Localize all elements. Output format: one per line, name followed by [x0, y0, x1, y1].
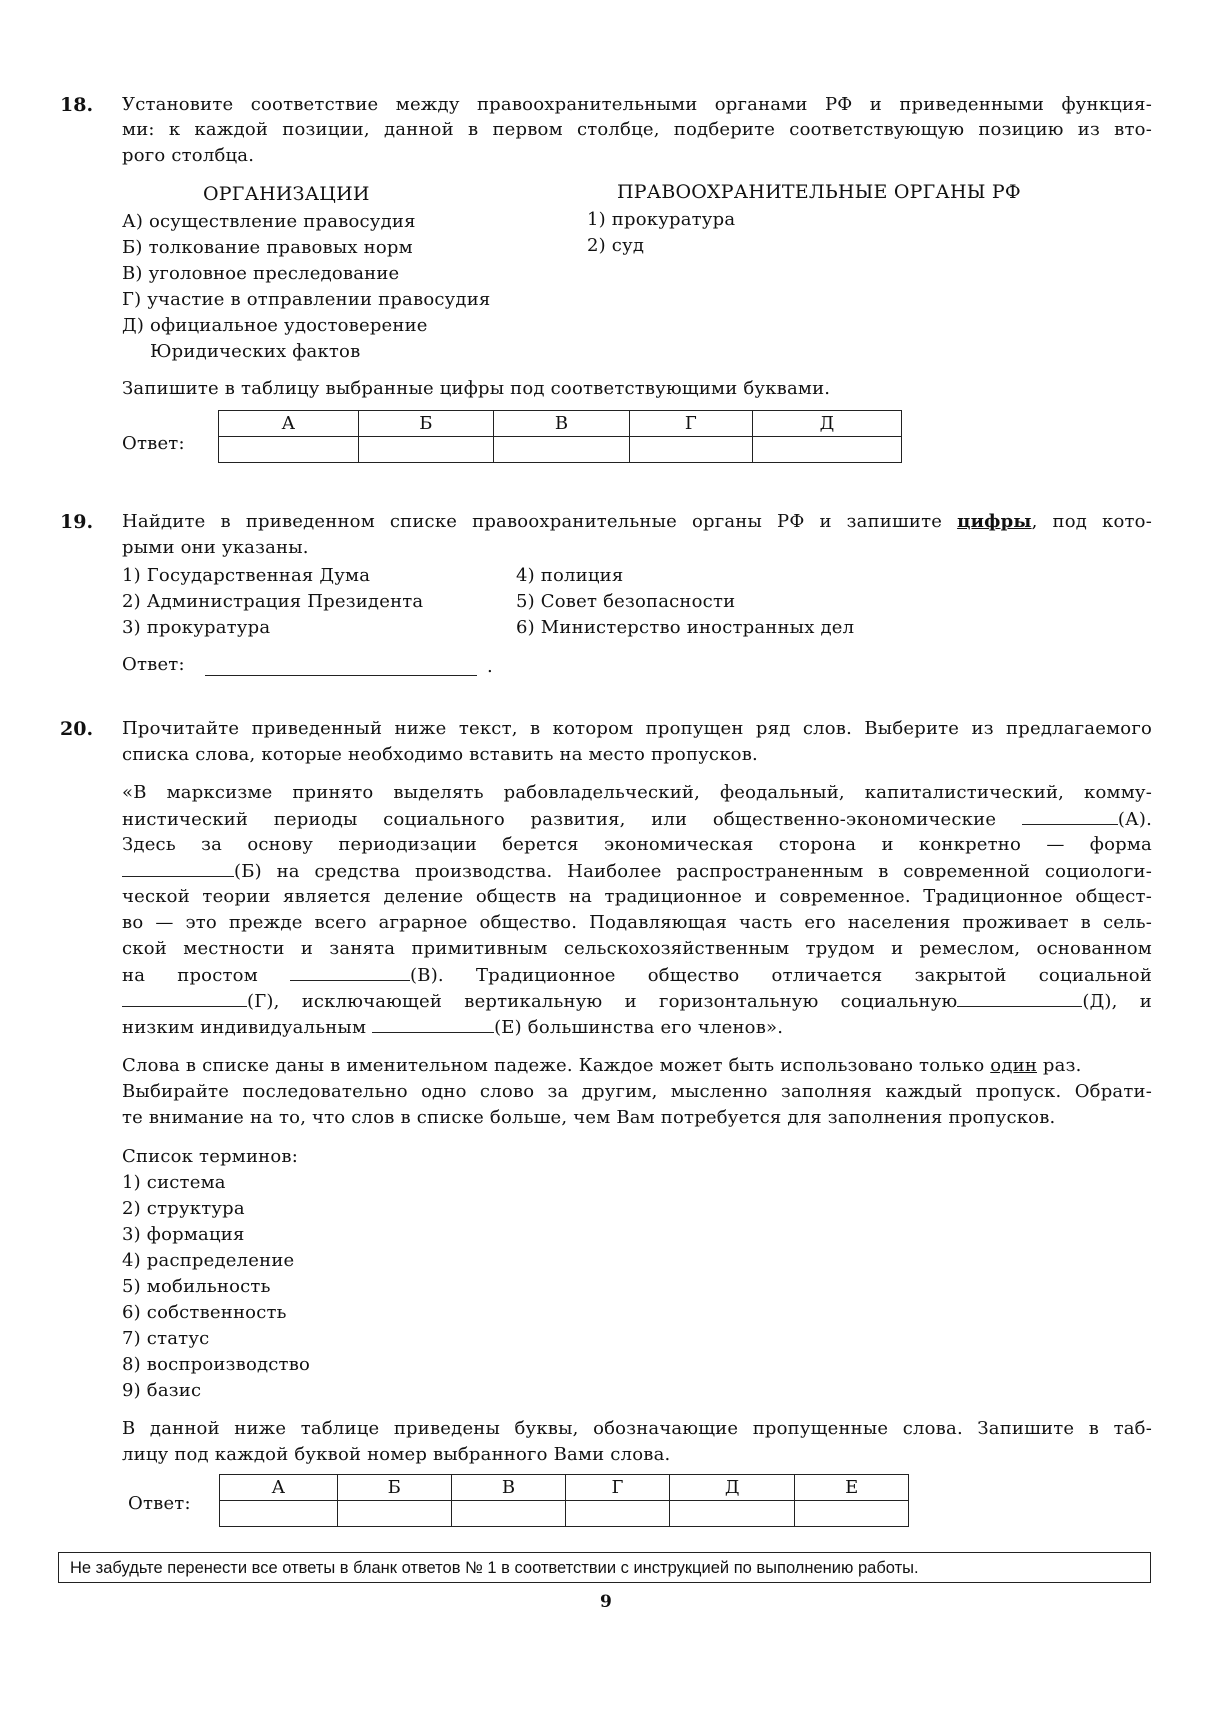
q18-instruction: Запишите в таблицу выбранные цифры под соответствующими буквами. — [122, 378, 831, 399]
q18-answer-cell[interactable] — [219, 437, 359, 463]
q20-rules-line — [122, 1055, 1082, 1076]
q20-passage-line — [122, 964, 1152, 986]
q20-passage-line: «В марксизме принято выделять рабовладельческий, феодальный, капиталистический, комму- — [122, 782, 1152, 803]
q20-table-instruction: лицу под каждой буквой номер выбранного Вами слова. — [122, 1444, 671, 1465]
terms-title: Список терминов: — [122, 1146, 299, 1167]
term-item: 3) формация — [122, 1224, 245, 1245]
question-18-number: 18. — [60, 94, 94, 116]
q20-passage-line — [122, 990, 1152, 1012]
q19-left-item: 3) прокуратура — [122, 617, 271, 638]
q20-header-cell: Д — [669, 1475, 795, 1501]
footer-notice: Не забудьте перенести все ответы в бланк ответов № 1 в соответствии с инструкцией по выполнению работы. — [58, 1552, 1151, 1583]
q20-header-cell: Е — [795, 1475, 909, 1501]
q18-left-item: Б) толкование правовых норм — [122, 237, 413, 258]
q19-text-part: , под кото- — [1031, 511, 1152, 532]
q20-passage-text: на простом — [122, 965, 258, 986]
q20-passage-line — [122, 860, 1152, 882]
q20-answer-cell[interactable] — [451, 1501, 565, 1527]
q20-answer-cell[interactable] — [337, 1501, 451, 1527]
q20-passage-text: (Г), исключающей вертикальную и горизонтальную социальную — [247, 991, 958, 1012]
q20-passage-line: ской местности и занята примитивным сельскохозяйственным трудом и ремеслом, основанном — [122, 938, 1152, 959]
q20-passage-line — [122, 808, 1152, 830]
q18-answer-table — [218, 410, 902, 463]
q18-answer-label: Ответ: — [122, 433, 185, 454]
term-item: 1) система — [122, 1172, 226, 1193]
term-item: 5) мобильность — [122, 1276, 271, 1297]
q19-text-part: Найдите в приведенном списке правоохранительные органы РФ и запишите — [122, 511, 958, 532]
blank-e[interactable] — [372, 1016, 494, 1033]
q18-answer-cell[interactable] — [629, 437, 752, 463]
blank-b[interactable] — [122, 860, 234, 877]
q18-left-item: А) осуществление правосудия — [122, 211, 416, 232]
q19-answer-field[interactable] — [205, 659, 477, 676]
q20-passage-text: (А). — [1117, 809, 1153, 830]
q18-left-item: В) уголовное преследование — [122, 263, 400, 284]
question-19-number: 19. — [60, 511, 94, 533]
blank-d[interactable] — [957, 990, 1082, 1007]
question-18-text-line: Установите соответствие между правоохранительными органами РФ и приведенными функция- — [122, 94, 1152, 115]
q20-rules-line: Выбирайте последовательно одно слово за другим, мысленно заполняя каждый пропуск. Обрати- — [122, 1081, 1152, 1102]
q18-header-cell: Б — [358, 411, 494, 437]
q18-answer-cell[interactable] — [494, 437, 630, 463]
term-item: 4) распределение — [122, 1250, 295, 1271]
q20-passage-line: во — это прежде всего аграрное общество. Подавляющая часть его населения проживает в сель- — [122, 912, 1152, 933]
page-number: 9 — [600, 1592, 612, 1612]
q20-answer-cell[interactable] — [220, 1501, 338, 1527]
question-19-text-line — [122, 511, 1152, 532]
q20-rules-emphasis: один — [990, 1055, 1038, 1076]
question-19-text-line: рыми они указаны. — [122, 537, 309, 558]
right-column-heading: ПРАВООХРАНИТЕЛЬНЫЕ ОРГАНЫ РФ — [617, 181, 1021, 203]
q20-passage-text: низким индивидуальным — [122, 1017, 367, 1038]
term-item: 9) базис — [122, 1380, 202, 1401]
q18-header-cell: Д — [752, 411, 901, 437]
q20-intro-line: Прочитайте приведенный ниже текст, в котором пропущен ряд слов. Выберите из предлагаемого — [122, 718, 1152, 739]
q20-header-cell: В — [451, 1475, 565, 1501]
q18-left-item: Д) официальное удостоверение — [122, 315, 428, 336]
q18-right-item: 1) прокуратура — [587, 209, 736, 230]
q20-passage-text: (В). Традиционное общество отличается закрытой социальной — [410, 965, 1153, 986]
blank-g[interactable] — [122, 990, 247, 1007]
q18-answer-cell[interactable] — [358, 437, 494, 463]
q18-answer-cell[interactable] — [752, 437, 901, 463]
q20-answer-cell[interactable] — [795, 1501, 909, 1527]
q20-rules-text: Слова в списке даны в именительном падеже. Каждое может быть использовано только — [122, 1055, 991, 1076]
q19-left-item: 2) Администрация Президента — [122, 591, 424, 612]
q20-header-cell: Г — [566, 1475, 670, 1501]
blank-a[interactable] — [1022, 808, 1118, 825]
question-20-number: 20. — [60, 718, 94, 740]
q18-left-item: Юридических фактов — [150, 341, 361, 362]
q18-header-cell: А — [219, 411, 359, 437]
q20-passage-line: ческой теории является деление обществ на традиционное и современное. Традиционное общест- — [122, 886, 1152, 907]
left-column-heading: ОРГАНИЗАЦИИ — [203, 183, 370, 205]
term-item: 6) собственность — [122, 1302, 287, 1323]
term-item: 8) воспроизводство — [122, 1354, 311, 1375]
term-item: 7) статус — [122, 1328, 210, 1349]
q18-header-cell: В — [494, 411, 630, 437]
q20-intro-line: списка слова, которые необходимо вставить на место пропусков. — [122, 744, 758, 765]
q20-rules-line: те внимание на то, что слов в списке больше, чем Вам потребуется для заполнения пропусков. — [122, 1107, 1056, 1128]
q18-right-item: 2) суд — [587, 235, 645, 256]
q20-passage-line — [122, 1016, 783, 1038]
blank-v[interactable] — [290, 964, 410, 981]
q19-emphasis: цифры — [957, 511, 1032, 532]
q20-answer-table — [219, 1474, 909, 1527]
q20-passage-text: (Д), и — [1082, 991, 1152, 1012]
q20-passage-text: нистический периоды социального развития, или общественно-экономические — [122, 809, 997, 830]
q19-right-item: 5) Совет безопасности — [516, 591, 736, 612]
term-item: 2) структура — [122, 1198, 245, 1219]
q20-header-cell: А — [220, 1475, 338, 1501]
question-18-text-line: ми: к каждой позиции, данной в первом столбце, подберите соответствующую позицию из вто- — [122, 119, 1152, 140]
q19-right-item: 4) полиция — [516, 565, 624, 586]
q20-passage-text: (Е) большинства его членов». — [494, 1017, 784, 1038]
q20-passage-line: Здесь за основу периодизации берется экономическая сторона и конкретно — форма — [122, 834, 1152, 855]
q20-rules-text: раз. — [1037, 1055, 1082, 1076]
q19-right-item: 6) Министерство иностранных дел — [516, 617, 855, 638]
q20-passage-text: (Б) на средства производства. Наиболее распространенным в современной социологи- — [234, 861, 1152, 882]
q20-answer-cell[interactable] — [566, 1501, 670, 1527]
q18-header-cell: Г — [629, 411, 752, 437]
q19-answer-label: Ответ: — [122, 654, 185, 675]
q20-answer-cell[interactable] — [669, 1501, 795, 1527]
question-18-text-line: рого столбца. — [122, 145, 255, 166]
q20-table-instruction: В данной ниже таблице приведены буквы, обозначающие пропущенные слова. Запишите в таб- — [122, 1418, 1152, 1439]
q18-left-item: Г) участие в отправлении правосудия — [122, 289, 491, 310]
q19-left-item: 1) Государственная Дума — [122, 565, 371, 586]
q19-answer-end: . — [487, 656, 493, 677]
q20-answer-label: Ответ: — [128, 1493, 191, 1514]
q20-header-cell: Б — [337, 1475, 451, 1501]
